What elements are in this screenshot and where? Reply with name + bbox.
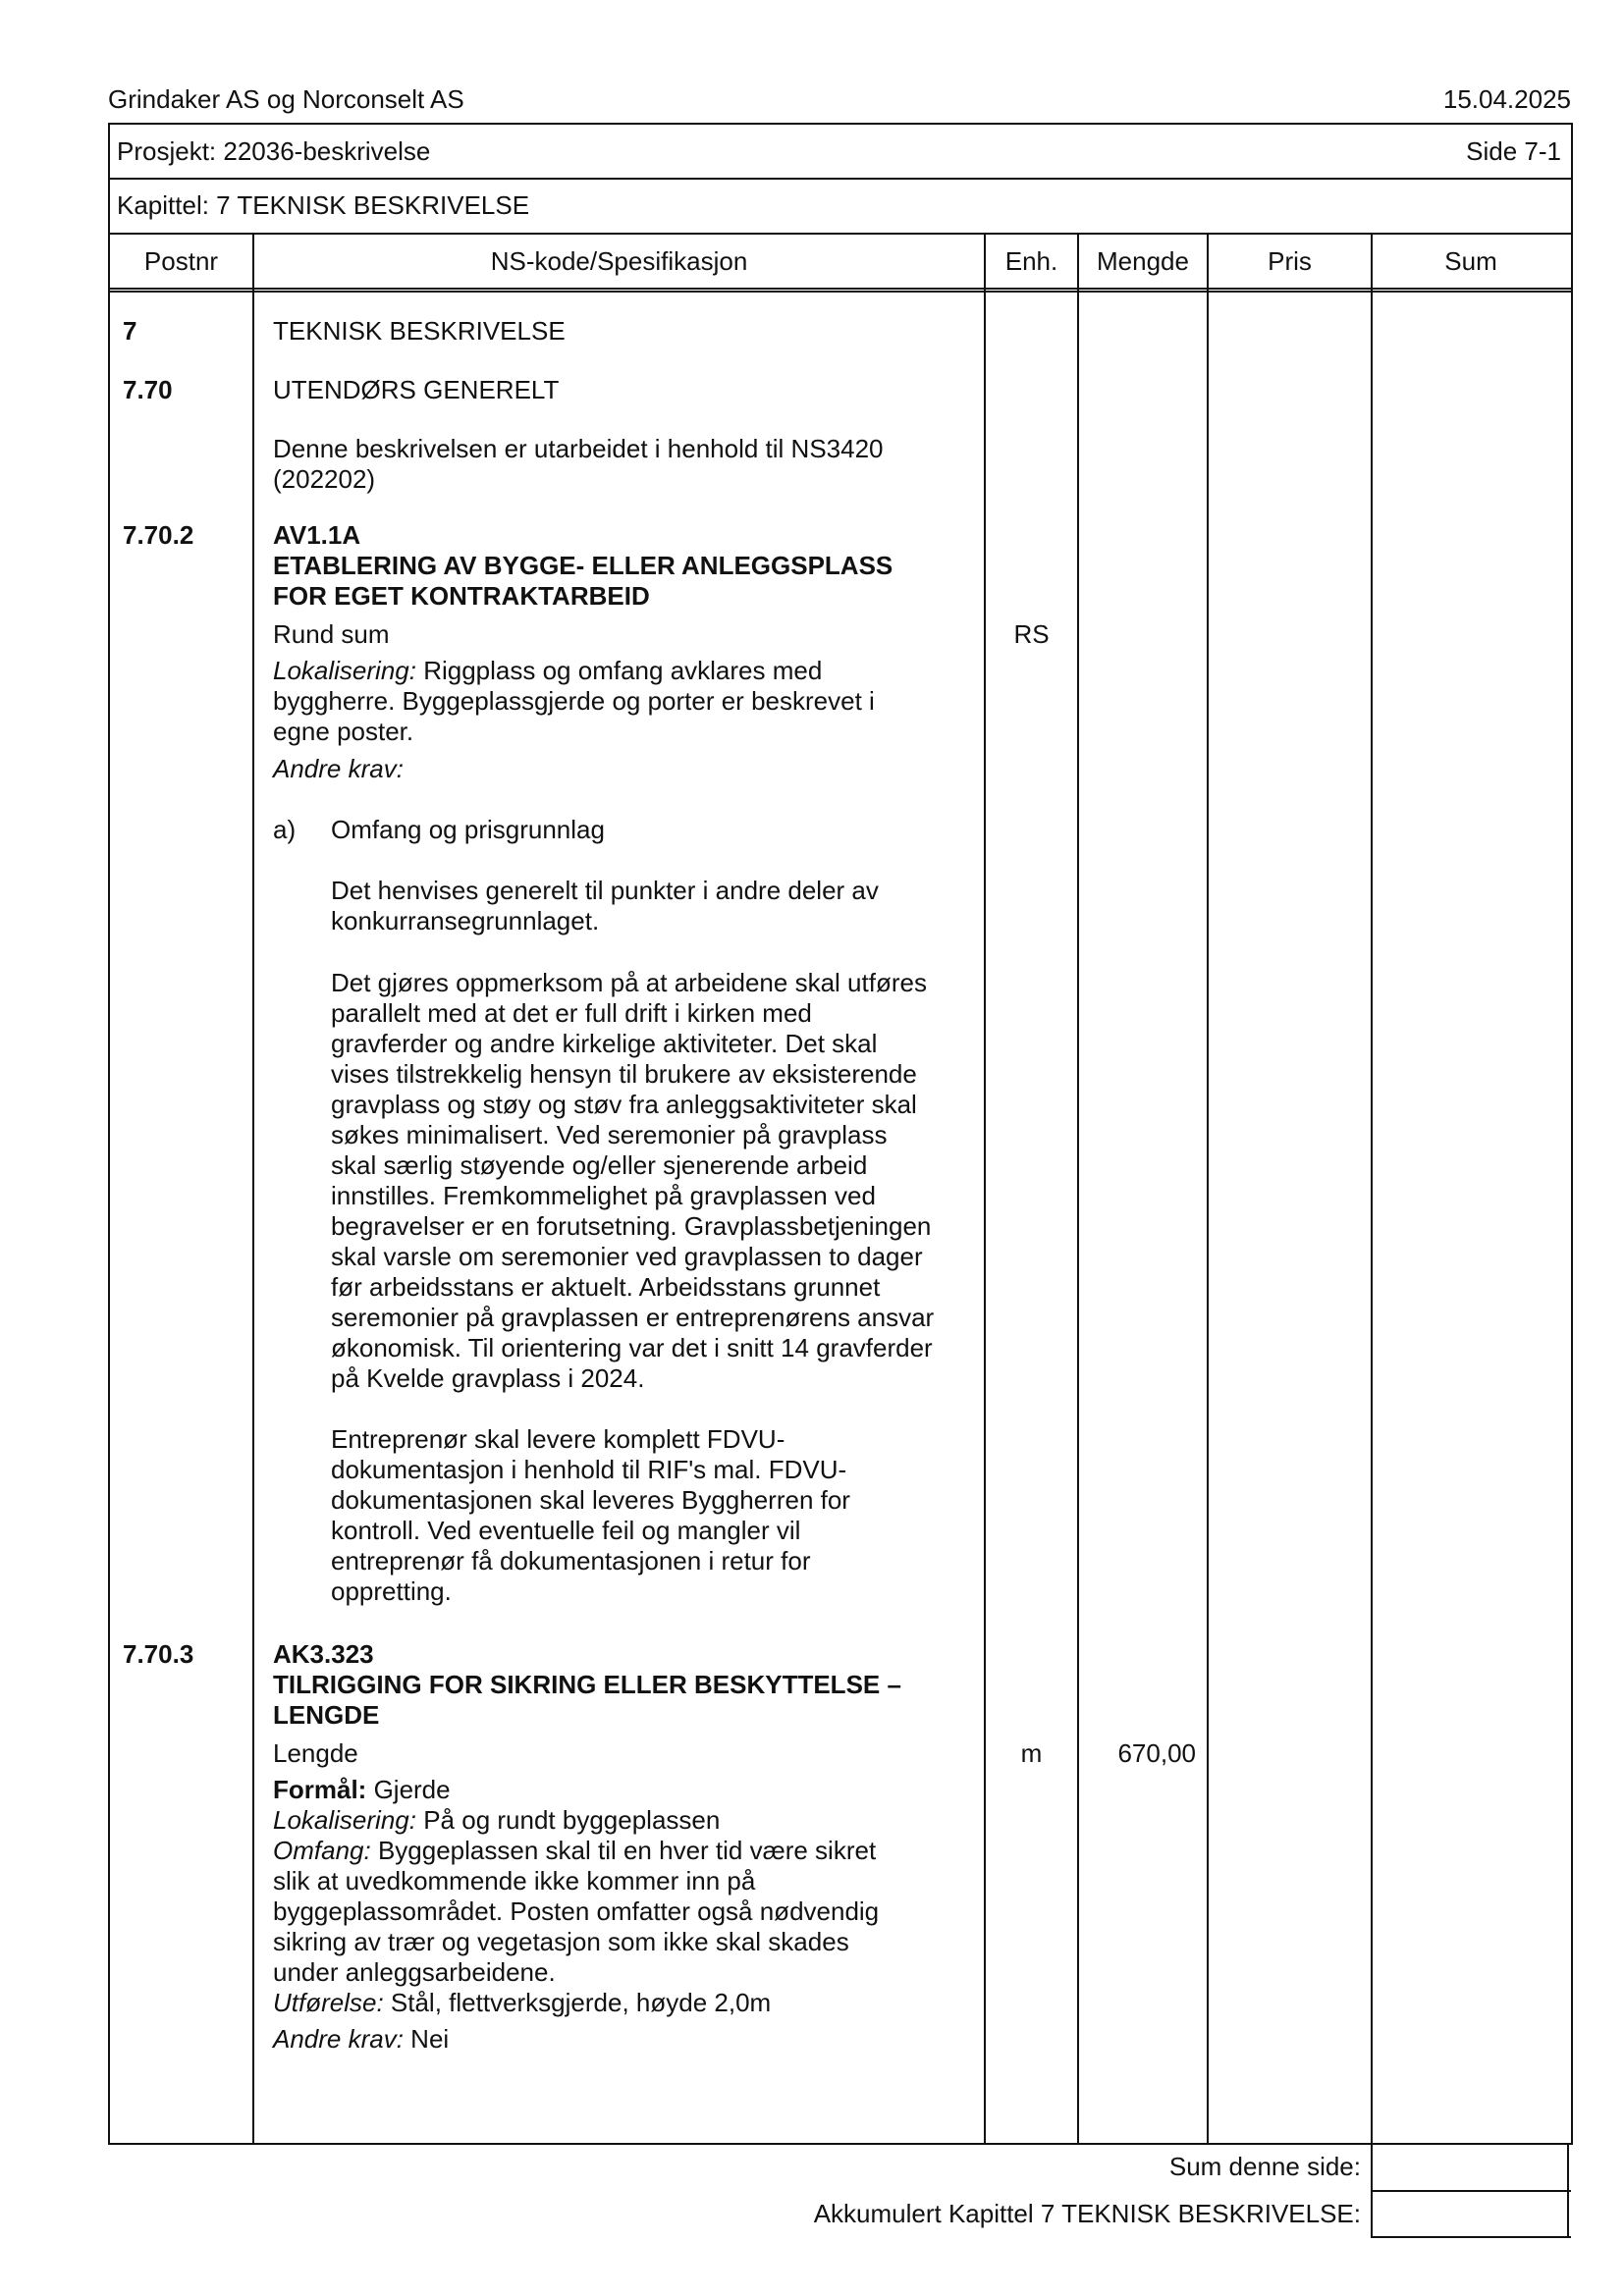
- measure-type: Rund sum: [273, 619, 390, 649]
- andre-krav-text: Nei: [403, 2024, 450, 2054]
- measure-type: Lengde: [273, 1738, 358, 1768]
- column-divider: [1567, 2143, 1569, 2238]
- column-header-divider: [108, 288, 1571, 290]
- col-header-postnr: Postnr: [143, 246, 219, 276]
- paragraph-line: kontroll. Ved eventuelle feil og mangler vil: [331, 1516, 801, 1545]
- lokalisering-text: byggherre. Byggeplassgjerde og porter er beskrevet i: [273, 686, 875, 716]
- ns-code: AK3.323: [273, 1639, 374, 1669]
- andre-krav-label: Andre krav:: [273, 2024, 404, 2054]
- lokalisering-text: Riggplass og omfang avklares med: [415, 656, 823, 685]
- divider: [108, 178, 1571, 180]
- section-postnr: 7: [123, 316, 137, 346]
- paragraph-line: vises tilstrekkelig hensyn til brukere av eksisterende: [331, 1059, 917, 1089]
- paragraph-line: seremonier på gravplassen er entreprenørens ansvar: [331, 1303, 935, 1332]
- accumulated-label: Akkumulert Kapittel 7 TEKNISK BESKRIVELSE:: [813, 2199, 1361, 2228]
- andre-krav-label: Andre krav:: [273, 754, 404, 783]
- post-title: TILRIGGING FOR SIKRING ELLER BESKYTTELSE –: [273, 1670, 901, 1699]
- omfang-text: sikring av trær og vegetasjon som ikke skal skades: [273, 1927, 849, 1956]
- paragraph-line: dokumentasjonen skal leveres Byggherren for: [331, 1485, 850, 1515]
- column-divider: [984, 233, 986, 2145]
- paragraph-line: gravferder og andre kirkelige aktiviteter. Det skal: [331, 1029, 878, 1058]
- col-header-price: Pris: [1268, 246, 1312, 276]
- paragraph-line: på Kvelde gravplass i 2024.: [331, 1363, 645, 1393]
- ns-code: AV1.1A: [273, 520, 361, 550]
- unit-value: RS: [1013, 619, 1050, 649]
- divider: [1371, 2190, 1571, 2192]
- paragraph-line: innstilles. Fremkommelighet på gravplassen ved: [331, 1181, 876, 1210]
- project-label: Prosjekt: 22036-beskrivelse: [117, 136, 431, 166]
- paragraph-line: dokumentasjon i henhold til RIF's mal. FDVU-: [331, 1455, 847, 1484]
- omfang-label: Omfang:: [273, 1836, 371, 1865]
- column-divider: [1371, 233, 1373, 2238]
- lokalisering-label: Lokalisering:: [273, 1805, 416, 1835]
- utforelse-label: Utførelse:: [273, 1988, 384, 2017]
- post-title: ETABLERING AV BYGGE- ELLER ANLEGGSPLASS: [273, 551, 893, 580]
- formal-label: Formål:: [273, 1775, 367, 1804]
- paragraph-line: økonomisk. Til orientering var det i snitt 14 gravferder: [331, 1333, 933, 1362]
- utforelse-line: [273, 1988, 771, 2018]
- paragraph-line: entreprenør få dokumentasjonen i retur for: [331, 1546, 811, 1575]
- paragraph-line: begravelser er en forutsetning. Gravplassbetjeningen: [331, 1211, 932, 1241]
- paragraph-line: parallelt med at det er full drift i kirken med: [331, 998, 812, 1028]
- omfang-line: [273, 1836, 876, 1866]
- post-number: 7.70.3: [123, 1639, 194, 1669]
- company-name: Grindaker AS og Norconselt AS: [108, 84, 464, 114]
- item-title: Omfang og prisgrunnlag: [331, 815, 605, 844]
- paragraph-line: skal varsle om seremonier ved gravplassen to dager: [331, 1242, 923, 1271]
- lokalisering-text: egne poster.: [273, 717, 414, 746]
- omfang-text: slik at uvedkommende ikke kommer inn på: [273, 1866, 756, 1896]
- paragraph-line: konkurransegrunnlaget.: [331, 906, 600, 935]
- section-description: (202202): [273, 464, 376, 494]
- omfang-text: Byggeplassen skal til en hver tid være sikret: [370, 1836, 877, 1865]
- formal-line: [273, 1775, 451, 1805]
- unit-value: m: [1020, 1738, 1043, 1768]
- quantity-value: 670,00: [1117, 1738, 1196, 1768]
- col-header-sum: Sum: [1444, 246, 1497, 276]
- lokalisering-line: [273, 1805, 720, 1836]
- chapter-label: Kapittel: 7 TEKNISK BESKRIVELSE: [117, 190, 530, 220]
- paragraph-line: gravplass og støy og støv fra anleggsaktiviteter skal: [331, 1090, 917, 1119]
- column-divider: [252, 233, 254, 2145]
- paragraph-line: Det henvises generelt til punkter i andre deler av: [331, 876, 879, 905]
- col-header-unit: Enh.: [1004, 246, 1058, 276]
- section-title: UTENDØRS GENERELT: [273, 375, 560, 404]
- lokalisering-text: På og rundt byggeplassen: [415, 1805, 721, 1835]
- paragraph-line: før arbeidsstans er aktuelt. Arbeidsstans grunnet: [331, 1272, 881, 1302]
- paragraph-line: skal særlig støyende og/eller sjenerende arbeid: [331, 1150, 868, 1180]
- omfang-text: byggeplassområdet. Posten omfatter også nødvendig: [273, 1896, 880, 1926]
- formal-text: Gjerde: [366, 1775, 451, 1804]
- section-title: TEKNISK BESKRIVELSE: [273, 316, 566, 346]
- andre-krav-line: [273, 2024, 449, 2055]
- paragraph-line: søkes minimalisert. Ved seremonier på gravplass: [331, 1120, 888, 1149]
- post-number: 7.70.2: [123, 520, 194, 550]
- item-letter: a): [273, 815, 297, 844]
- utforelse-text: Stål, flettverksgjerde, høyde 2,0m: [383, 1988, 772, 2017]
- column-divider: [1077, 233, 1079, 2145]
- column-divider: [1207, 233, 1209, 2145]
- paragraph-line: oppretting.: [331, 1576, 452, 1606]
- col-header-spec: NS-kode/Spesifikasjon: [490, 246, 748, 276]
- lokalisering-line: [273, 656, 822, 686]
- paragraph-line: Det gjøres oppmerksom på at arbeidene skal utføres: [331, 968, 927, 997]
- post-title: FOR EGET KONTRAKTARBEID: [273, 581, 650, 611]
- col-header-qty: Mengde: [1097, 246, 1189, 276]
- omfang-text: under anleggsarbeidene.: [273, 1957, 556, 1987]
- section-description: Denne beskrivelsen er utarbeidet i henhold til NS3420: [273, 434, 884, 463]
- divider: [1371, 2236, 1571, 2238]
- post-title: LENGDE: [273, 1700, 380, 1730]
- section-postnr: 7.70: [123, 375, 173, 404]
- paragraph-line: Entreprenør skal levere komplett FDVU-: [331, 1424, 785, 1454]
- page-number: Side 7-1: [1466, 136, 1561, 166]
- lokalisering-label: Lokalisering:: [273, 656, 416, 685]
- document-date: 15.04.2025: [1442, 84, 1571, 114]
- sum-page-label: Sum denne side:: [1168, 2152, 1361, 2181]
